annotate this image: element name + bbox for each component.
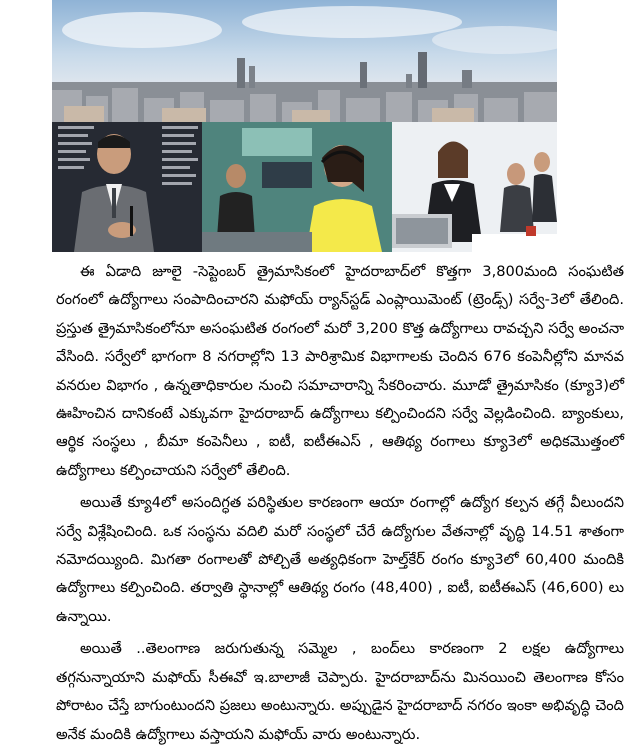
office-collage-photo [52,122,557,252]
presenter-with-microphone-photo [52,122,202,252]
article-paragraph: అయితే క్యూ4లో అసందిగ్ధత పరిస్థితుల కారణంగా ఆయా రంగాల్లో ఉద్యోగ కల్పన తగ్గే వీలుందని సర్వే విశ్లేషించింది. ఒక సంస్థను వదిలి మరో సంస్థలో చేరే ఉద్యోగుల వేతనాల్లో వృద్ధి 14.51 శాతంగా నమోదయ్యింది. మిగతా రంగాలతో పోల్చితే అత్యధికంగా హెల్త్‌కేర్ రంగం క్యూ3లో 60,400 మందికి ఉద్యోగాలు కల్పించింది. తర్వాతి స్థానాల్లో ఆతిథ్య రంగం (48,400) , ఐటీ, ఐటీఈఎస్ (46,600) లు ఉన్నాయి. [56,494,624,625]
office-workers-laptop-photo [392,122,557,252]
city-skyline-photo [52,0,557,122]
article-paragraph: ఈ ఏడాది జూలై -సెప్టెంబర్ త్రైమాసికంలో హైదరాబాద్‌లో కొత్తగా 3,800మంది సంఘటిత రంగంలో ఉద్యోగాలు సంపాదించారని మఫోయ్ ర్యాన్‌స్టడ్ ఎంప్లాయిమెంట్ (ట్రెండ్స్) సర్వే-3లో తేలింది. ప్రస్తుత త్రైమాసికంలోనూ అసంఘటిత రంగంలో మరో 3,200 కొత్త ఉద్యోగాలు రావచ్చని సర్వే అంచనా వేసింది. సర్వేలో భాగంగా 8 నగరాల్లోని 13 పారిశ్రామిక విభాగాలకు చెందిన 676 కంపెనీల్లోని మానవ వనరుల విభాగం , ఉన్నతాధికారుల నుంచి సమాచారాన్ని సేకరించారు. మూడో త్రైమాసికం (క్యూ3)లో ఊహించిన దానికంటే ఎక్కువగా హైదరాబాద్ ఉద్యోగాలు కల్పించిందని సర్వే వెల్లడించింది. బ్యాంకులు, ఆర్థిక సంస్థలు , బీమా కంపెనీలు , ఐటీ, ఐటీఈఎస్ , ఆతిథ్య రంగాలు క్యూ3లో అధికమొత్తంలో ఉద్యోగాలు కల్పించాయని సర్వేలో తేలింది. [56,263,624,479]
news-photo-block [52,0,557,252]
article-body [56,258,624,749]
call-center-workers-photo [202,122,392,252]
article-paragraph: అయితే ..తెలంగాణ జరుగుతున్న సమ్మెల , బంద్‌లు కారణంగా 2 లక్షల ఉద్యోగాలు తగ్గనున్నాయాని మఫోయ్ సీఈవో ఇ.బాలాజీ చెప్పారు. హైదరాబాద్‌ను మినయించి తెలంగాణ కోసం పోరాటం చేస్తే బాగుంటుందని ప్రజలు అంటున్నారు. అప్పుడైన హైదరాబాద్ నగరం ఇంకా అభివృద్ధి చెంది అనేక మందికి ఉద్యోగాలు వస్తాయని మఫోయ్ వారు అంటున్నారు. [56,640,624,743]
